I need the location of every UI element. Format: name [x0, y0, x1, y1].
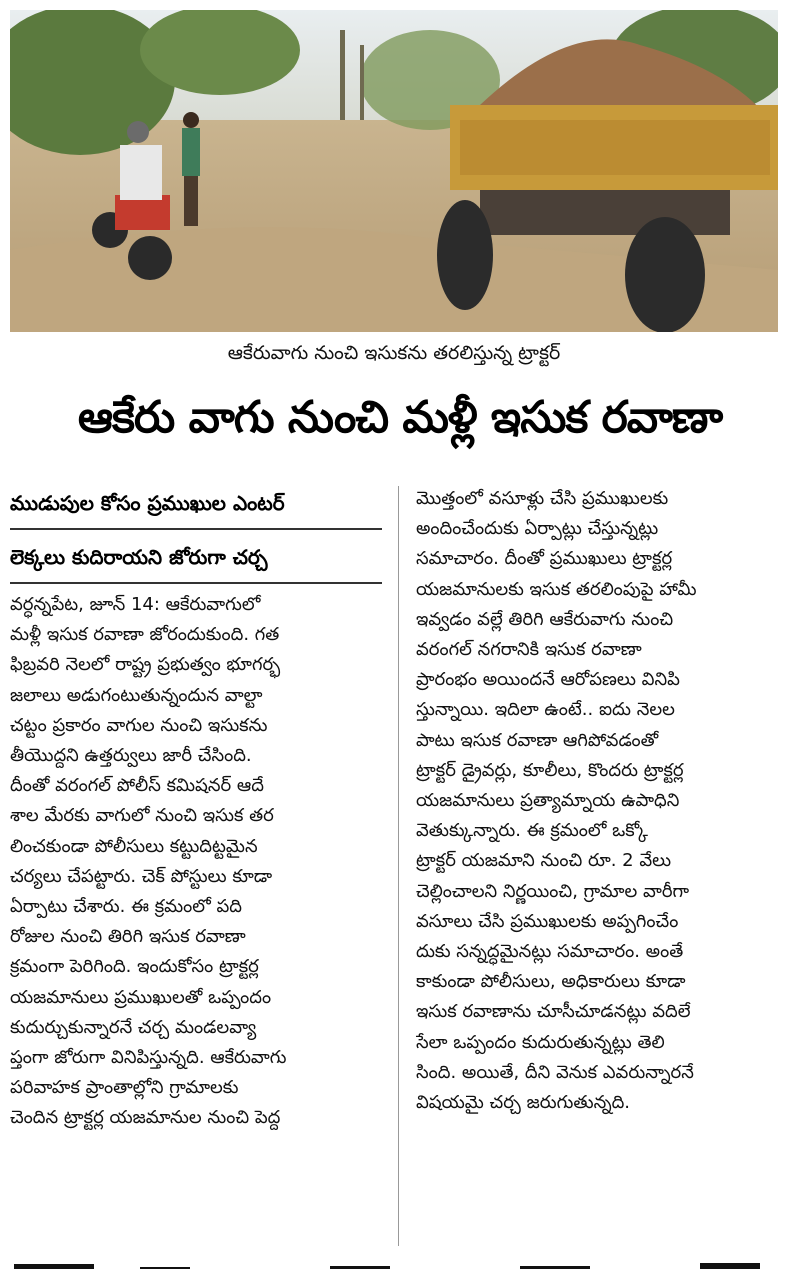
body-line: చెందిన ట్రాక్టర్ల యజమానుల నుంచి పెద్ద — [10, 1107, 281, 1129]
body-line: ట్రాక్టర్ యజమాని నుంచి రూ. 2 వేలు — [416, 850, 672, 872]
rider-head — [127, 121, 149, 143]
body-line: చెల్లించాలని నిర్ణయించి, గ్రామాల వారీగా — [416, 880, 690, 902]
trailer-wheel — [437, 200, 493, 310]
body-line: సింది. అయితే, దీని వెనుక ఎవరున్నారనే — [416, 1061, 694, 1083]
body-line: యజమానులు ప్రముఖులతో ఒప్పందం — [10, 986, 272, 1008]
body-line: ఇవ్వడం వల్లే తిరిగి ఆకేరువాగు నుంచి — [416, 608, 674, 630]
subheading-2: లెక్కలు కుదిరాయని జోరుగా చర్చ — [10, 545, 268, 569]
trailer-wheel — [625, 217, 705, 332]
body-column-right — [416, 484, 788, 1254]
body-line: విషయమై చర్చ జరుగుతున్నది. — [416, 1092, 630, 1114]
cutoff-text-shapes — [0, 1258, 800, 1269]
cutoff-glyph — [14, 1264, 94, 1269]
body-line: క్రమంగా పెరిగింది. ఇందుకోసం ట్రాక్టర్ల — [10, 956, 259, 978]
rider — [120, 145, 162, 200]
body-line: ప్తంగా జోరుగా వినిపిస్తున్నది. ఆకేరువాగు — [10, 1047, 287, 1069]
subheading-divider — [10, 528, 382, 530]
body-line: రోజుల నుంచి తిరిగి ఇసుక రవాణా — [10, 926, 246, 948]
body-line: సేలా ఒప్పందం కుదురుతున్నట్లు తెలి — [416, 1031, 665, 1053]
body-line: ఏర్పాటు చేశారు. ఈ క్రమంలో పది — [10, 896, 243, 918]
body-line: దీంతో వరంగల్ పోలీస్ కమిషనర్ ఆదే — [10, 775, 264, 797]
body-line: చట్టం ప్రకారం వాగుల నుంచి ఇసుకను — [10, 714, 268, 736]
body-line: వరంగల్ నగరానికి ఇసుక రవాణా — [416, 639, 642, 661]
body-line: ఇసుక రవాణాను చూసీచూడనట్లు వదిలే — [416, 1001, 691, 1023]
body-line: ఫిబ్రవరి నెలలో రాష్ట్ర ప్రభుత్వం భూగర్భ — [10, 654, 281, 676]
body-line: పరివాహక ప్రాంతాల్లోని గ్రామాలకు — [10, 1077, 239, 1099]
body-line: దుకు సన్నద్ధమైనట్లు సమాచారం. అంతే — [416, 941, 684, 963]
trailer-frame — [480, 190, 730, 235]
palm-trunk — [340, 30, 345, 120]
body-line: ట్రాక్టర్ డ్రైవర్లు, కూలీలు, కొందరు ట్రాక్టర్ల — [416, 759, 684, 781]
next-article-cutoff — [0, 1256, 800, 1269]
palm-trunk — [360, 45, 364, 120]
news-photo — [10, 10, 778, 332]
person-legs — [184, 176, 198, 226]
body-line: ప్రారంభం అయిందనే ఆరోపణలు వినిపి — [416, 669, 680, 691]
person-head — [183, 112, 199, 128]
person — [182, 128, 200, 176]
body-line: స్తున్నాయి. ఇదిలా ఉంటే.. ఐదు నెలల — [416, 699, 675, 721]
body-column-left — [10, 590, 384, 1255]
body-line: తీయొద్దని ఉత్తర్వులు జారీ చేసింది. — [10, 745, 252, 767]
body-line: జలాలు అడుగంటుతున్నందున వాల్టా — [10, 684, 263, 706]
cutoff-glyph — [700, 1263, 760, 1269]
subheading-divider — [10, 582, 382, 584]
body-line: పాటు ఇసుక రవాణా ఆగిపోవడంతో — [416, 729, 659, 751]
body-line: కుదుర్చుకున్నారనే చర్చ మండలవ్యా — [10, 1016, 257, 1038]
body-line: మొత్తంలో వసూళ్లు చేసి ప్రముఖులకు — [416, 488, 669, 509]
tractor-photo-illustration — [10, 10, 778, 332]
body-line: యజమానులు ప్రత్యామ్నాయ ఉపాధిని — [416, 790, 680, 812]
body-line: మళ్లీ ఇసుక రవాణా జోరందుకుంది. గత — [10, 624, 280, 646]
body-line: కాకుండా పోలీసులు, అధికారులు కూడా — [416, 971, 686, 993]
bike-wheel — [128, 236, 172, 280]
body-line: వసూలు చేసి ప్రముఖులకు అప్పగించేం — [416, 910, 679, 932]
body-line: అందించేందుకు ఏర్పాట్లు చేస్తున్నట్లు — [416, 518, 659, 540]
body-line: లించకుండా పోలీసులు కట్టుదిట్టమైన — [10, 835, 258, 857]
headline: ఆకేరు వాగు నుంచి మళ్లీ ఇసుక రవాణా — [77, 392, 723, 443]
body-line: యజమానులకు ఇసుక తరలింపుపై హామీ — [416, 578, 697, 600]
body-line: చర్యలు చేపట్టారు. చెక్ పోస్టులు కూడా — [10, 865, 273, 887]
subheading-1: ముడుపుల కోసం ప్రముఖుల ఎంటర్ — [10, 491, 285, 515]
body-line: సమాచారం. దీంతో ప్రముఖులు ట్రాక్టర్ల — [416, 548, 673, 570]
trailer-rust — [460, 120, 770, 175]
body-line: వర్ధన్నపేట, జూన్ 14: ఆకేరువాగులో — [10, 594, 261, 615]
bike-body — [115, 195, 170, 230]
column-divider — [398, 486, 399, 1246]
photo-caption: ఆకేరువాగు నుంచి ఇసుకను తరలిస్తున్న ట్రాక్టర్ — [227, 342, 561, 364]
body-line: వెతుక్కున్నారు. ఈ క్రమంలో ఒక్కో — [416, 820, 648, 842]
body-line: శాల మేరకు వాగులో నుంచి ఇసుక తర — [10, 805, 274, 827]
